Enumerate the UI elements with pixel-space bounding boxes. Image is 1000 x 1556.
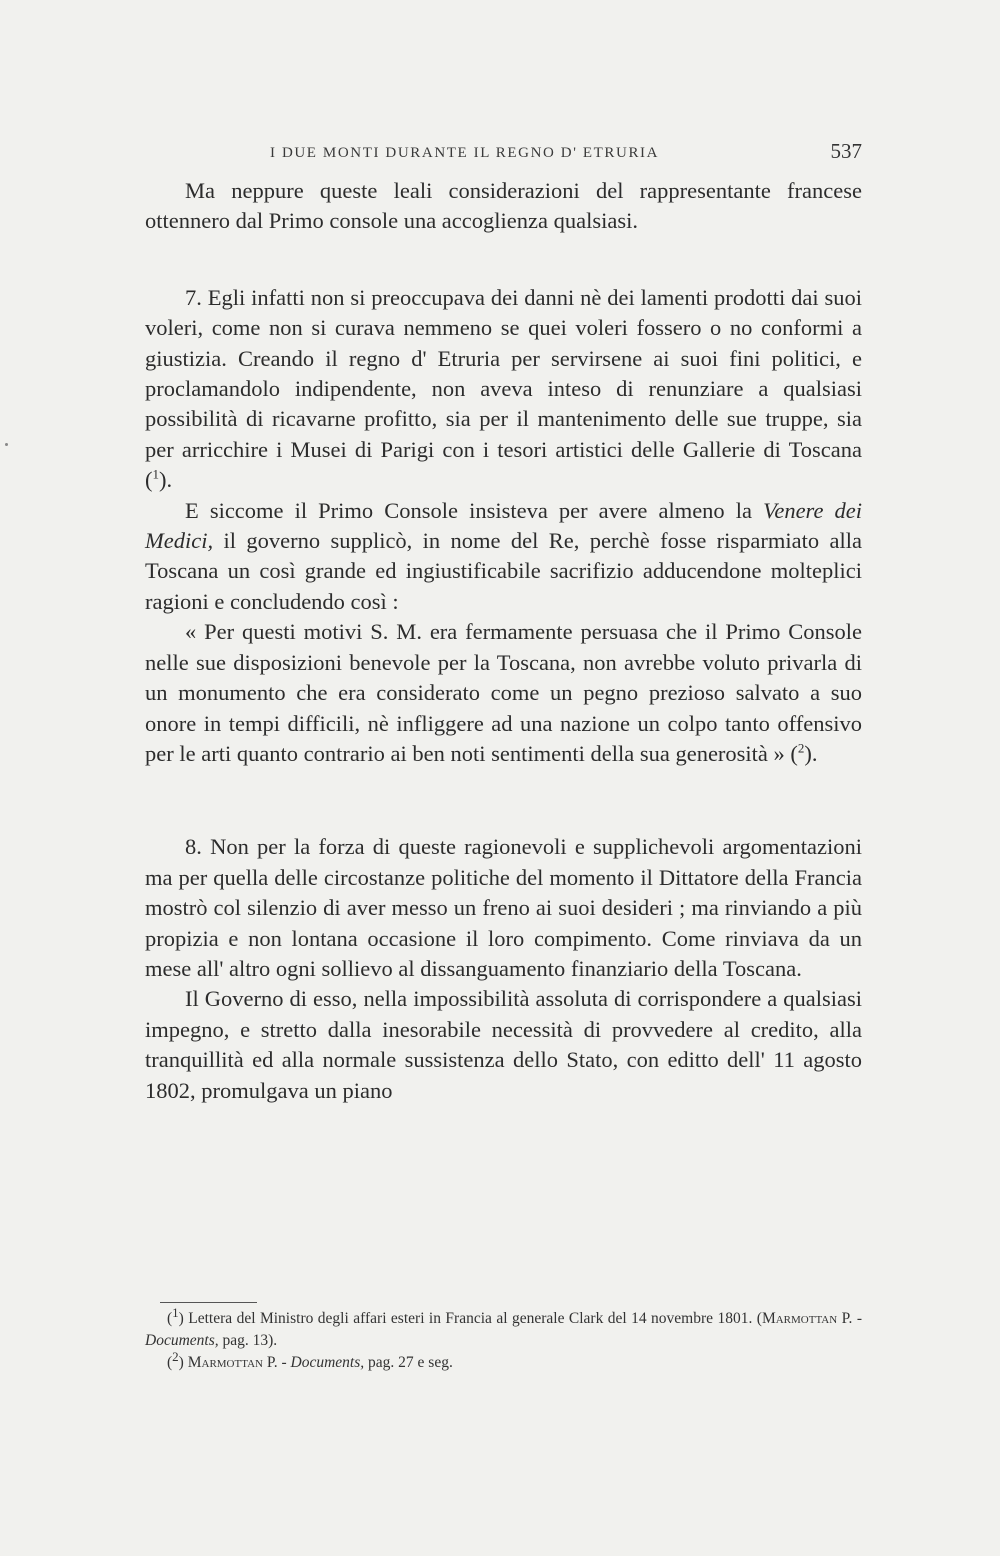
footnote-2-separator: -: [277, 1354, 291, 1371]
footnote-2-author: Marmottan P.: [187, 1354, 278, 1371]
footnote-2-work: Documents,: [290, 1354, 365, 1371]
footnote-1-separator: -: [852, 1310, 863, 1327]
footnote-divider: [160, 1302, 257, 1303]
running-title: I DUE MONTI DURANTE IL REGNO D' ETRURIA: [270, 145, 660, 161]
paragraph-1-text: Ma neppure queste leali considerazioni del rappresentante francese ottennero dal Primo console una accoglienza qualsiasi.: [145, 178, 862, 234]
footnote-1-mark: 1: [172, 1304, 179, 1320]
paragraph-governo-text: Il Governo di esso, nella impossibilità assoluta di corrispondere a qualsiasi impegno, e stretto dalla inesorabile necessità di provvedere al credito, alla tranquillità ed alla normale sussistenza dello Stato, con editto dell' 11 agosto 1802, promulgava un piano: [145, 986, 862, 1103]
paragraph-quote-end: ).: [804, 740, 818, 766]
paragraph-section-8: [145, 832, 862, 984]
paragraph-section-7: [145, 283, 862, 496]
stray-ink-dot: [5, 443, 8, 446]
footnote-ref-1: 1: [152, 466, 159, 482]
section-gap: [145, 769, 862, 832]
footnote-1: ($^1$) Lettera del Ministro degli affari esteri in Francia al generale Clark del 14 novembre 1801. (Marmottan P. - Documents, pag. 13).: [145, 1304, 863, 1349]
footnotes: [145, 1304, 863, 1374]
paragraph-section-7-text: 7. Egli infatti non si preoccupava dei danni nè dei lamenti prodotti dai suoi voleri, come non si curava nemmeno se quei voleri fossero o no conformi a giustizia. Creando il regno d' Etruria per servirsene ai suoi fini politici, e proclamandolo indipendente, non aveva inteso di renunziare a qualsiasi possibilità di ricavarne profitto, sia per il mantenimento delle sue truppe, sia per arricchire i Musei di Parigi con i tesori artistici delle Gallerie di Toscana (: [145, 284, 862, 493]
page-number: 537: [830, 139, 862, 163]
footnote-1-work: Documents,: [145, 1332, 219, 1349]
paragraph-venere-start: E siccome il Primo Console insisteva per avere almeno la: [185, 497, 752, 523]
footnote-1-page: pag. 13).: [218, 1332, 278, 1349]
footnote-ref-2: 2: [797, 740, 805, 756]
running-head: [145, 139, 862, 169]
paragraph-governo: [145, 984, 862, 1106]
paragraph-1: [145, 176, 862, 237]
paragraph-venere-rest: il governo supplicò, in nome del Re, perchè fosse risparmiato alla Toscana un così grande ed ingiustificabile sacrifizio adducendone molteplici ragioni e concludendo così :: [145, 528, 862, 614]
section-gap: [145, 237, 862, 283]
paragraph-section-7-end: ).: [159, 467, 173, 493]
footnote-2-mark: 2: [172, 1348, 179, 1364]
footnote-1-text: Lettera del Ministro degli affari esteri in Francia al generale Clark del 14 novembre 1801. (: [188, 1310, 762, 1327]
paragraph-venere: [145, 496, 862, 618]
footnote-1-author: Marmottan P.: [761, 1310, 853, 1327]
paragraph-quote: [145, 617, 862, 769]
footnote-2-page: pag. 27 e seg.: [364, 1354, 453, 1371]
venere-title: Venere dei Medici,: [145, 497, 863, 554]
paragraph-quote-text: « Per questi motivi S. M. era fermamente persuasa che il Primo Console nelle sue disposizioni benevole per la Toscana, non avrebbe voluto privarla di un monumento che era considerato come un pegno prezioso salvato a suo onore in tempi difficili, nè infliggere ad una nazione un colpo tanto offensivo per le arti quanto contrario ai ben noti sentimenti della sua generosità » (: [145, 619, 862, 766]
paragraph-section-8-text: 8. Non per la forza di queste ragionevoli e supplichevoli argomentazioni ma per quella delle circostanze politiche del momento il Dittatore della Francia mostrò col silenzio di aver messo un freno ai suoi desideri ; ma rinviando a più propizia e non lontana occasione il loro compimento. Come rinviava da un mese all' altro ogni sollievo al dissanguamento finanziario della Toscana.: [145, 834, 862, 981]
footnote-2: ($^2$) Marmottan P. - Documents, pag. 27 e seg.: [167, 1348, 453, 1371]
body-text: [145, 176, 862, 1106]
